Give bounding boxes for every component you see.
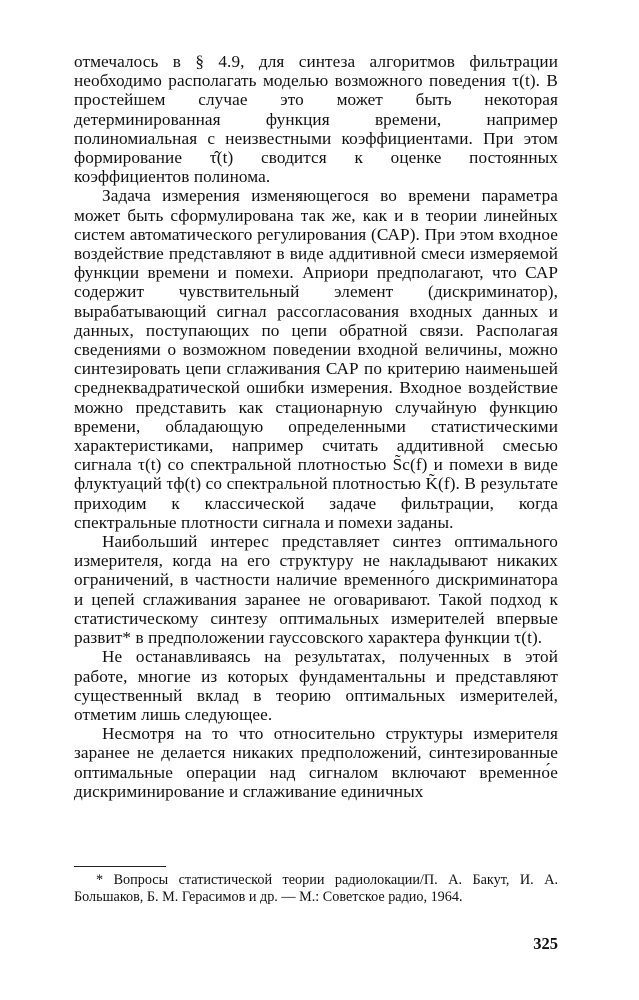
footnote: * Вопросы статистической теории радиолокации/П. А. Бакут, И. А. Большаков, Б. М. Герасимов и др. — М.: Советское радио, 1964. (74, 872, 558, 905)
paragraph-despite: Несмотря на то что относительно структуры измерителя заранее не делается никаких предположений, синтезированные оптимальные операции над сигналом включают временно́е дискриминирование и сглаживание единичных (74, 724, 558, 801)
paragraph-measurement-task: Задача измерения изменяющегося во времени параметра может быть сформулирована так же, как и в теории линейных систем автоматического регулирования (САР). При этом входное воздействие представляют в виде аддитивной смеси измеряемой функции времени и помехи. Априори предполагают, что САР содержит чувствительный элемент (дискриминатор), вырабатывающий сигнал рассогласования входных данных и данных, поступающих по цепи обратной связи. Располагая сведениями о возможном поведении входной величины, можно синтезировать цепи сглаживания САР по критерию наименьшей среднеквадратической ошибки измерения. Входное воздействие можно представить как стационарную случайную функцию времени, обладающую определенными статистическими характеристиками, например считать аддитивной смесью сигнала τ(t) со спектральной плотностью S̃c(f) и помехи в виде флуктуаций τф(t) со спектральной плотностью K̃(f). В результате приходим к классической задаче фильтрации, когда спектральные плотности сигнала и помехи заданы. (74, 186, 558, 532)
body-text (74, 52, 558, 801)
paragraph-optimal-synthesis: Наибольший интерес представляет синтез оптимального измерителя, когда на его структуру не накладывают никаких ограничений, в частности наличие временно́го дискриминатора и цепей сглаживания заранее не оговаривают. Такой подход к статистическому синтезу оптимальных измерителей впервые развит* в предположении гауссовского характера функции τ(t). (74, 532, 558, 648)
footnote-divider (74, 866, 166, 867)
paragraph-continuation: отмечалось в § 4.9, для синтеза алгоритмов фильтрации необходимо располагать моделью возможного поведения τ(t). В простейшем случае это может быть некоторая детерминированная функция времени, например полиномиальная с неизвестными коэффициентами. При этом формирование τ̂(t) сводится к оценке постоянных коэффициентов полинома. (74, 52, 558, 187)
paragraph-not-dwelling: Не останавливаясь на результатах, полученных в этой работе, многие из которых фундаментальны и представляют существенный вклад в теорию оптимальных измерителей, отметим лишь следующее. (74, 647, 558, 724)
page-number: 325 (533, 934, 558, 953)
